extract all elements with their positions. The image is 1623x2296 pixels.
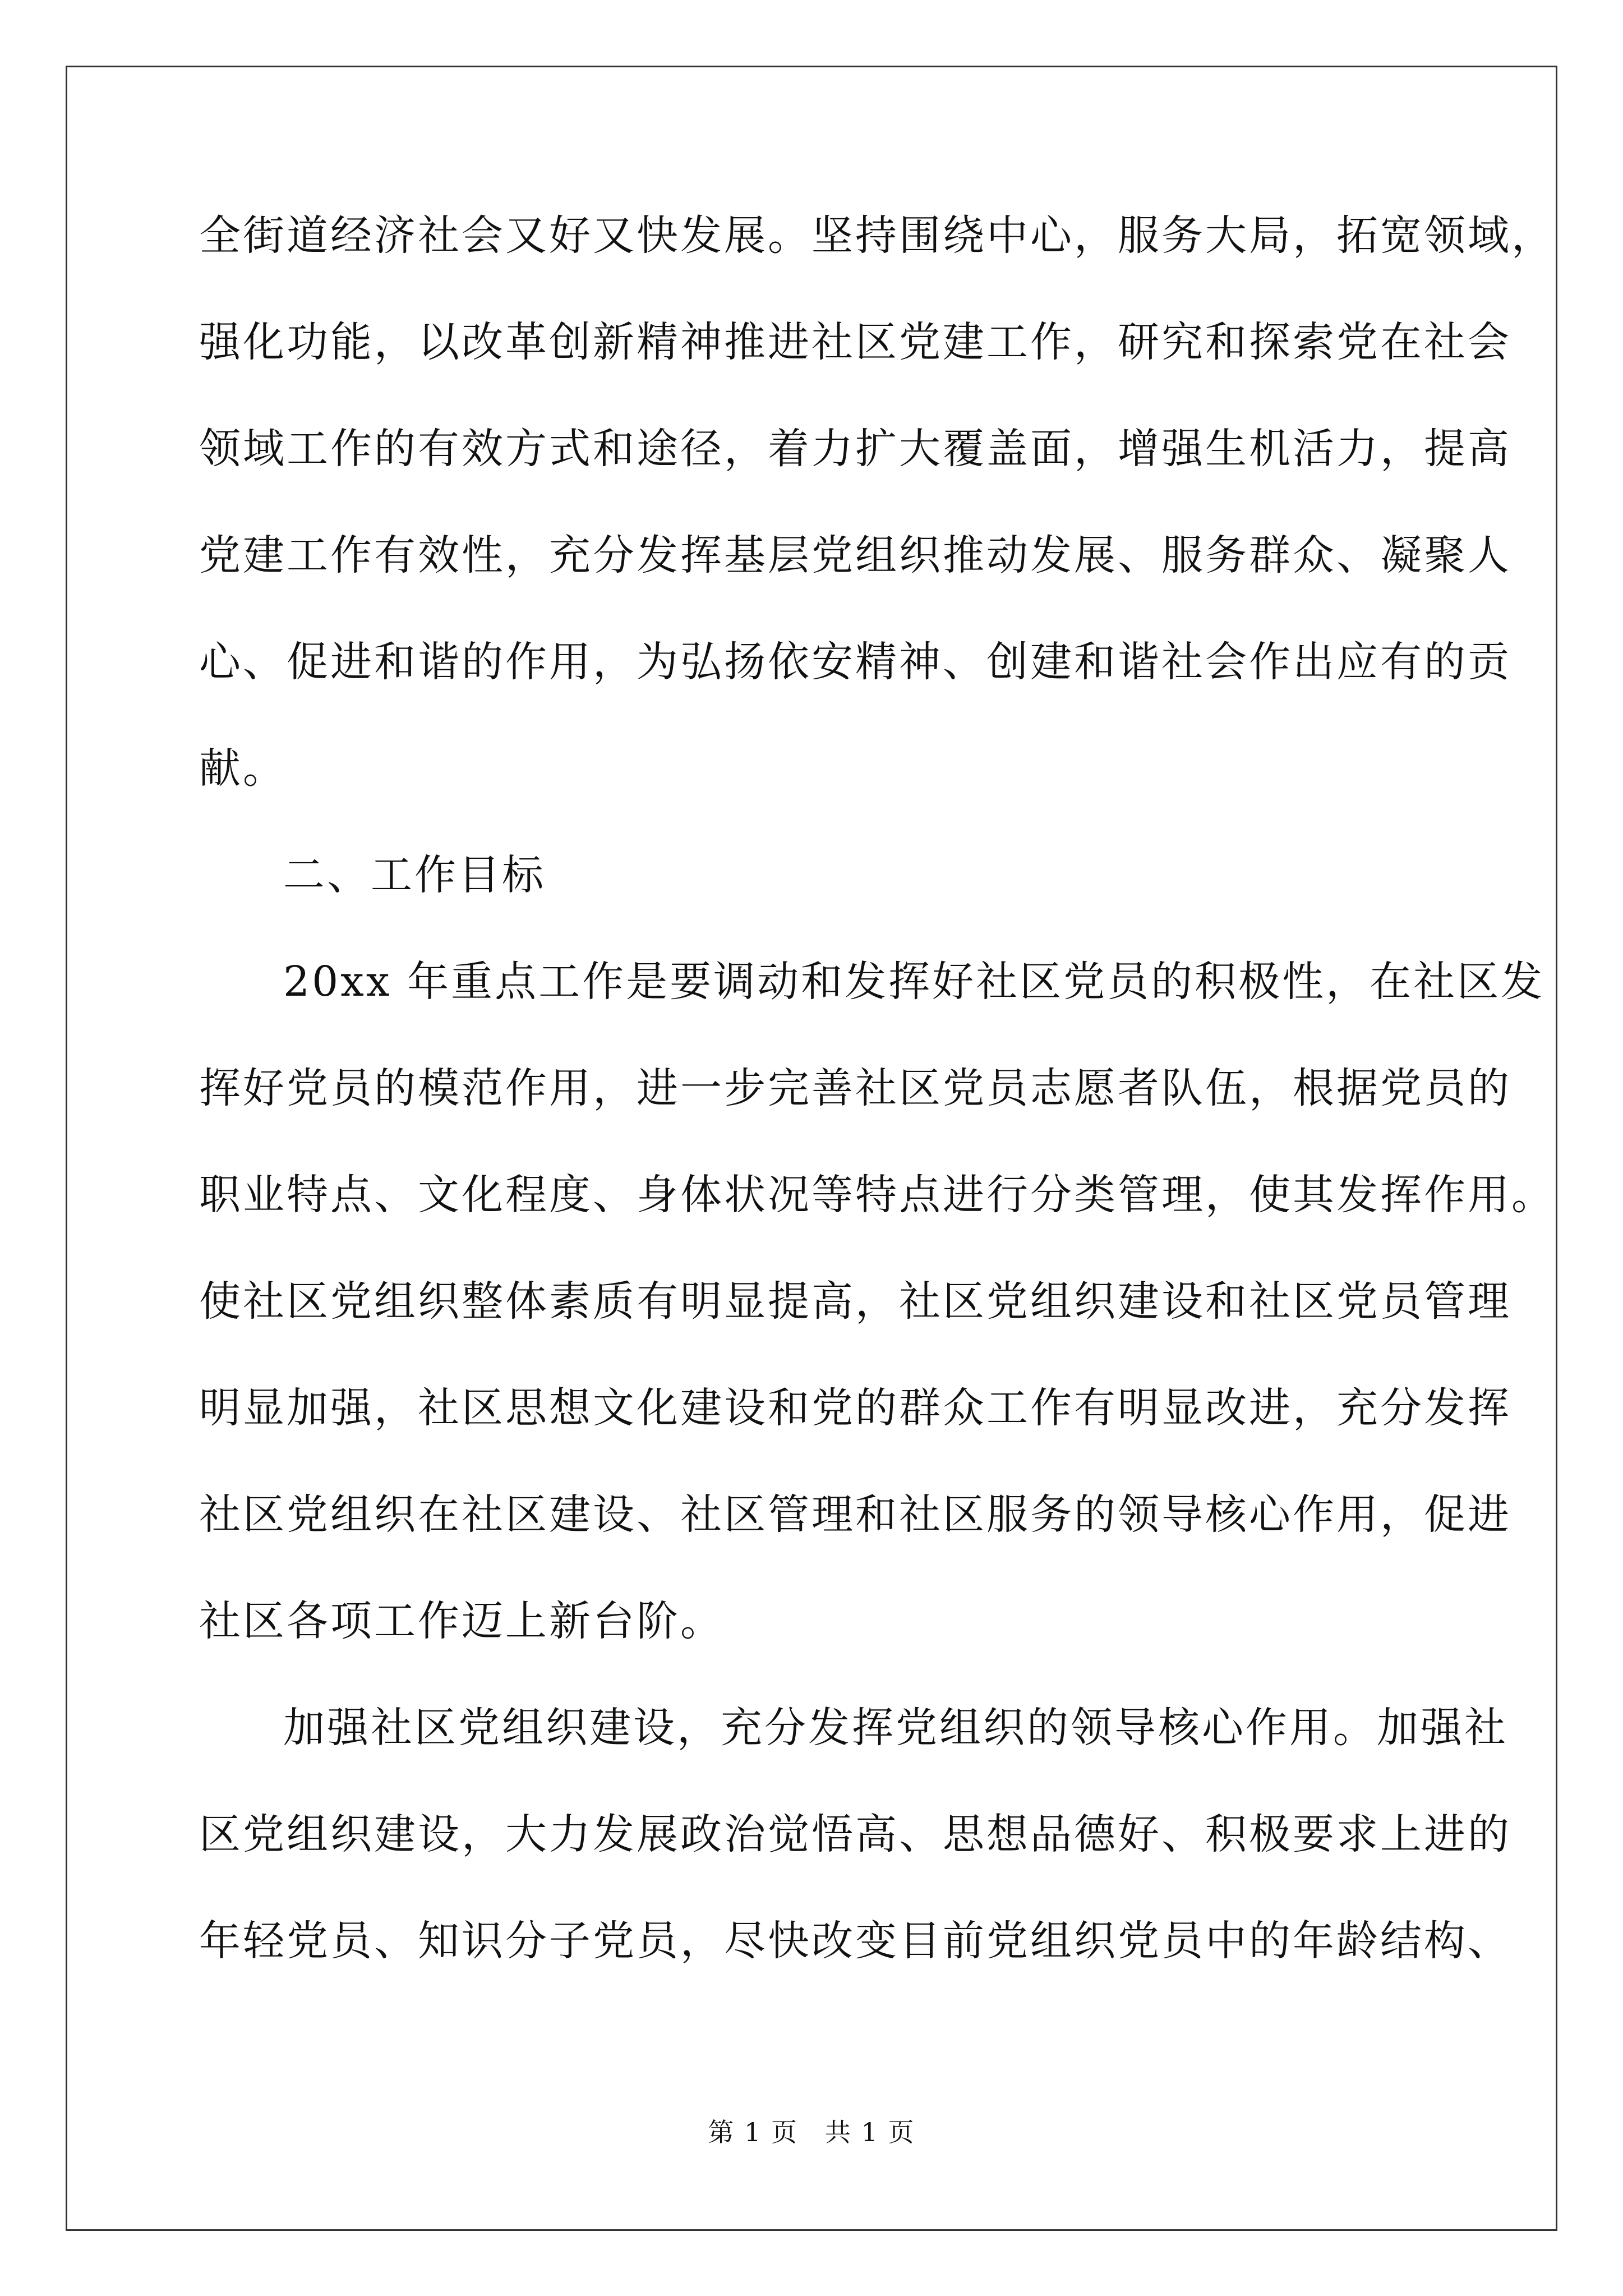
text-line: 社区各项工作迈上新台阶。 <box>199 1597 724 1645</box>
text-line: 党建工作有效性，充分发挥基层党组织推动发展、服务群众、凝聚人 <box>199 531 1511 579</box>
document-body <box>199 205 1555 2017</box>
text-line: 强化功能，以改革创新精神推进社区党建工作，研究和探索党在社会 <box>199 318 1511 366</box>
text-line: 全街道经济社会又好又快发展。坚持围绕中心，服务大局，拓宽领域， <box>199 211 1555 260</box>
text-line: 领域工作的有效方式和途径，着力扩大覆盖面，增强生机活力，提高 <box>199 425 1511 473</box>
text-line: 职业特点、文化程度、身体状况等特点进行分类管理，使其发挥作用。 <box>199 1171 1555 1219</box>
page-number-footer: 第 1 页 共 1 页 <box>708 2117 915 2147</box>
text-line: 挥好党员的模范作用，进一步完善社区党员志愿者队伍，根据党员的 <box>199 1064 1511 1112</box>
text-line: 社区党组织在社区建设、社区管理和社区服务的领导核心作用，促进 <box>199 1490 1511 1539</box>
text-line: 年轻党员、知识分子党员，尽快改变目前党组织党员中的年龄结构、 <box>199 1917 1511 1965</box>
text-line: 心、促进和谐的作用，为弘扬依安精神、创建和谐社会作出应有的贡 <box>199 638 1511 686</box>
text-line: 使社区党组织整体素质有明显提高，社区党组织建设和社区党员管理 <box>199 1277 1511 1326</box>
text-line: 20xx 年重点工作是要调动和发挥好社区党员的积极性，在社区发 <box>283 958 1545 1006</box>
text-line: 加强社区党组织建设，充分发挥党组织的领导核心作用。加强社 <box>283 1704 1508 1752</box>
text-line: 二、工作目标 <box>283 851 546 899</box>
text-line: 区党组织建设，大力发展政治觉悟高、思想品德好、积极要求上进的 <box>199 1810 1511 1858</box>
text-line: 明显加强，社区思想文化建设和党的群众工作有明显改进，充分发挥 <box>199 1384 1511 1432</box>
text-line: 献。 <box>199 744 287 793</box>
